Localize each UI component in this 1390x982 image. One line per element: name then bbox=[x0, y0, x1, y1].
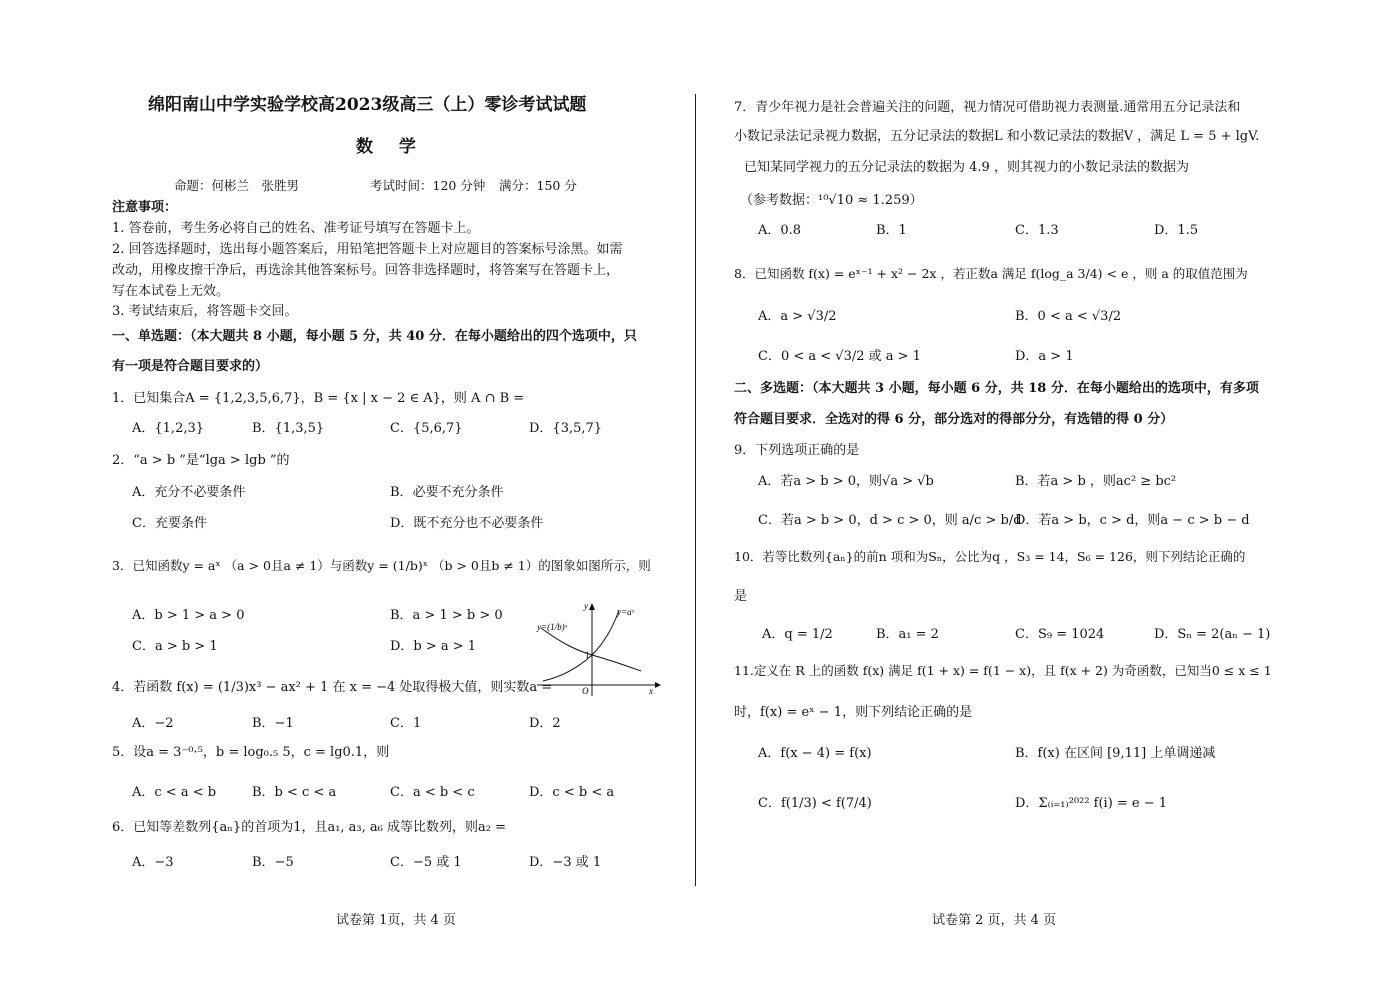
graph-y-arrow bbox=[589, 603, 595, 610]
q3-option-b: B．a > 1 > b > 0 bbox=[390, 608, 503, 623]
q4-option-c: C．1 bbox=[390, 716, 422, 731]
q3-option-c: C．a > b > 1 bbox=[132, 639, 218, 654]
q7-option-b: B．1 bbox=[876, 223, 907, 238]
graph-x-arrow bbox=[655, 682, 661, 688]
notice-item-3: 3. 考试结束后，将答题卡交回。 bbox=[112, 304, 298, 319]
q7-option-c: C．1.3 bbox=[1015, 223, 1059, 238]
q11-option-c: C．f(1/3) < f(7/4) bbox=[758, 796, 872, 811]
q8-option-d: D．a > 1 bbox=[1015, 349, 1074, 364]
q10-option-b: B．a₁ = 2 bbox=[876, 627, 939, 642]
q4-option-a: A．−2 bbox=[132, 716, 174, 731]
q11-option-d: D．Σ₍ᵢ₌₁₎²⁰²² f(i) = e − 1 bbox=[1015, 796, 1168, 811]
section-1-heading-cont: 有一项是符合题目要求的） bbox=[112, 359, 269, 374]
q5-option-c: C．a < b < c bbox=[390, 785, 475, 800]
q6-option-c: C．−5 或 1 bbox=[390, 855, 462, 870]
footer-page-2: 试卷第 2 页，共 4 页 bbox=[932, 913, 1057, 928]
q1-option-d: D．{3,5,7} bbox=[529, 421, 603, 436]
q11-line-2: 时，f(x) = eˣ − 1，则下列结论正确的是 bbox=[734, 705, 973, 720]
graph-label-left: y=(1/b)ˣ bbox=[537, 622, 568, 632]
q10-option-d: D．Sₙ = 2(aₙ − 1) bbox=[1154, 627, 1271, 642]
graph-x-label: x bbox=[649, 686, 653, 696]
exam-title: 绵阳南山中学实验学校高2023级高三（上）零诊考试试题 bbox=[148, 95, 587, 115]
q10-line-2: 是 bbox=[734, 589, 748, 604]
section-1-heading: 一、单选题：（本大题共 8 小题，每小题 5 分，共 40 分．在每小题给出的四个选项中，只 bbox=[112, 329, 637, 344]
q9-option-a: A．若a > b > 0，则√a > √b bbox=[758, 474, 934, 489]
q9-stem: 9．下列选项正确的是 bbox=[734, 443, 860, 458]
q7-option-d: D．1.5 bbox=[1154, 223, 1199, 238]
graph-label-right: y=aˣ bbox=[617, 607, 635, 617]
q8-option-c: C．0 < a < √3/2 或 a > 1 bbox=[758, 349, 921, 364]
q11-option-b: B．f(x) 在区间 [9,11] 上单调递减 bbox=[1015, 746, 1216, 761]
q4-stem: 4．若函数 f(x) = (1/3)x³ − ax² + 1 在 x = −4 处取得极大值，则实数a = bbox=[112, 680, 553, 695]
q5-stem: 5．设a = 3⁻⁰·⁵，b = log₀.₅ 5，c = lg0.1，则 bbox=[112, 745, 390, 760]
q2-option-a: A．充分不必要条件 bbox=[132, 485, 246, 500]
q9-option-b: B．若a > b ，则ac² ≥ bc² bbox=[1015, 474, 1177, 489]
q8-stem: 8．已知函数 f(x) = eˣ⁻¹ + x² − 2x ，若正数a 满足 f(log_a 3/4) < e ，则 a 的取值范围为 bbox=[734, 266, 1248, 281]
q10-line-1: 10．若等比数列{aₙ}的前n 项和为Sₙ，公比为q ，S₃ = 14，S₆ = 126，则下列结论正确的 bbox=[734, 549, 1246, 564]
section-2-heading-cont: 符合题目要求．全选对的得 6 分，部分选对的得部分分，有选错的得 0 分） bbox=[734, 412, 1174, 427]
q7-line-3: 已知某同学视力的五分记录法的数据为 4.9 ，则其视力的小数记录法的数据为 bbox=[744, 160, 1189, 175]
subject-title: 数 学 bbox=[356, 137, 426, 157]
graph-curve-decreasing bbox=[541, 628, 641, 671]
q6-option-b: B．−5 bbox=[252, 855, 294, 870]
footer-page-1: 试卷第 1页，共 4 页 bbox=[336, 913, 456, 928]
q8-option-b: B．0 < a < √3/2 bbox=[1015, 309, 1122, 324]
q4-option-d: D．2 bbox=[529, 716, 561, 731]
notice-item-2-cont: 改动，用橡皮擦干净后，再选涂其他答案标号。回答非选择题时，将答案写在答题卡上， bbox=[112, 263, 620, 278]
q8-option-a: A．a > √3/2 bbox=[758, 309, 837, 324]
q10-option-a: A．q = 1/2 bbox=[762, 627, 833, 642]
authors: 命题：何彬兰 张胜男 bbox=[174, 178, 300, 193]
section-2-heading: 二、多选题：（本大题共 3 小题，每小题 6 分，共 18 分．在每小题给出的选项中，有多项 bbox=[734, 381, 1259, 396]
q1-option-a: A．{1,2,3} bbox=[132, 421, 205, 436]
q11-line-1: 11.定义在 R 上的函数 f(x) 满足 f(1 + x) = f(1 − x)，且 f(x + 2) 为奇函数，已知当0 ≤ x ≤ 1 bbox=[734, 663, 1272, 678]
q3-function-graph bbox=[535, 600, 661, 696]
graph-one-label: 1 bbox=[585, 650, 590, 660]
q5-option-a: A．c < a < b bbox=[132, 785, 217, 800]
q7-line-4: （参考数据：¹⁰√10 ≈ 1.259） bbox=[740, 193, 923, 208]
exam-time: 考试时间：120 分钟 bbox=[370, 178, 486, 193]
q10-option-c: C．S₉ = 1024 bbox=[1015, 627, 1105, 642]
q3-stem: 3．已知函数y = aˣ （a > 0且a ≠ 1）与函数y = (1/b)ˣ （b > 0且b ≠ 1）的图象如图所示，则 bbox=[112, 558, 651, 573]
notice-heading: 注意事项： bbox=[112, 200, 178, 215]
q5-option-b: B．b < c < a bbox=[252, 785, 337, 800]
q2-stem: 2．“a > b ”是“lga > lgb ”的 bbox=[112, 453, 290, 468]
q1-option-c: C．{5,6,7} bbox=[390, 421, 463, 436]
q1-option-b: B．{1,3,5} bbox=[252, 421, 325, 436]
q6-option-a: A．−3 bbox=[132, 855, 174, 870]
q6-stem: 6．已知等差数列{aₙ}的首项为1，且a₁, a₃, a₆ 成等比数列，则a₂ = bbox=[112, 820, 506, 835]
q2-option-d: D．既不充分也不必要条件 bbox=[390, 516, 544, 531]
q4-option-b: B．−1 bbox=[252, 716, 294, 731]
graph-y-label: y bbox=[584, 601, 588, 611]
q5-option-d: D．c < b < a bbox=[529, 785, 615, 800]
q2-option-c: C．充要条件 bbox=[132, 516, 207, 531]
q1-stem: 1．已知集合A = {1,2,3,5,6,7}，B = {x | x − 2 ∈ A}，则 A ∩ B = bbox=[112, 391, 525, 406]
q7-line-2: 小数记录法记录视力数据，五分记录法的数据L 和小数记录法的数据V ，满足 L = 5 + lgV. bbox=[734, 129, 1260, 144]
q3-option-d: D．b > a > 1 bbox=[390, 639, 477, 654]
page-divider bbox=[695, 94, 696, 886]
notice-item-2-end: 写在本试卷上无效。 bbox=[112, 284, 230, 299]
notice-item-2: 2. 回答选择题时，选出每小题答案后，用铅笔把答题卡上对应题目的答案标号涂黑。如需 bbox=[112, 242, 623, 257]
full-score: 满分：150 分 bbox=[499, 178, 577, 193]
q2-option-b: B．必要不充分条件 bbox=[390, 485, 504, 500]
graph-origin-label: O bbox=[582, 686, 589, 696]
graph-curve-increasing bbox=[543, 610, 619, 681]
q11-option-a: A．f(x − 4) = f(x) bbox=[758, 746, 872, 761]
q3-option-a: A．b > 1 > a > 0 bbox=[132, 608, 245, 623]
q9-option-c: C．若a > b > 0，d > c > 0，则 a/c > b/d bbox=[758, 513, 1022, 528]
q7-option-a: A．0.8 bbox=[758, 223, 802, 238]
q6-option-d: D．−3 或 1 bbox=[529, 855, 602, 870]
q9-option-d: D．若a > b，c > d，则a − c > b − d bbox=[1015, 513, 1250, 528]
notice-item-1: 1. 答卷前，考生务必将自己的姓名、准考证号填写在答题卡上。 bbox=[112, 221, 480, 236]
q7-line-1: 7．青少年视力是社会普遍关注的问题，视力情况可借助视力表测量.通常用五分记录法和 bbox=[734, 100, 1241, 115]
